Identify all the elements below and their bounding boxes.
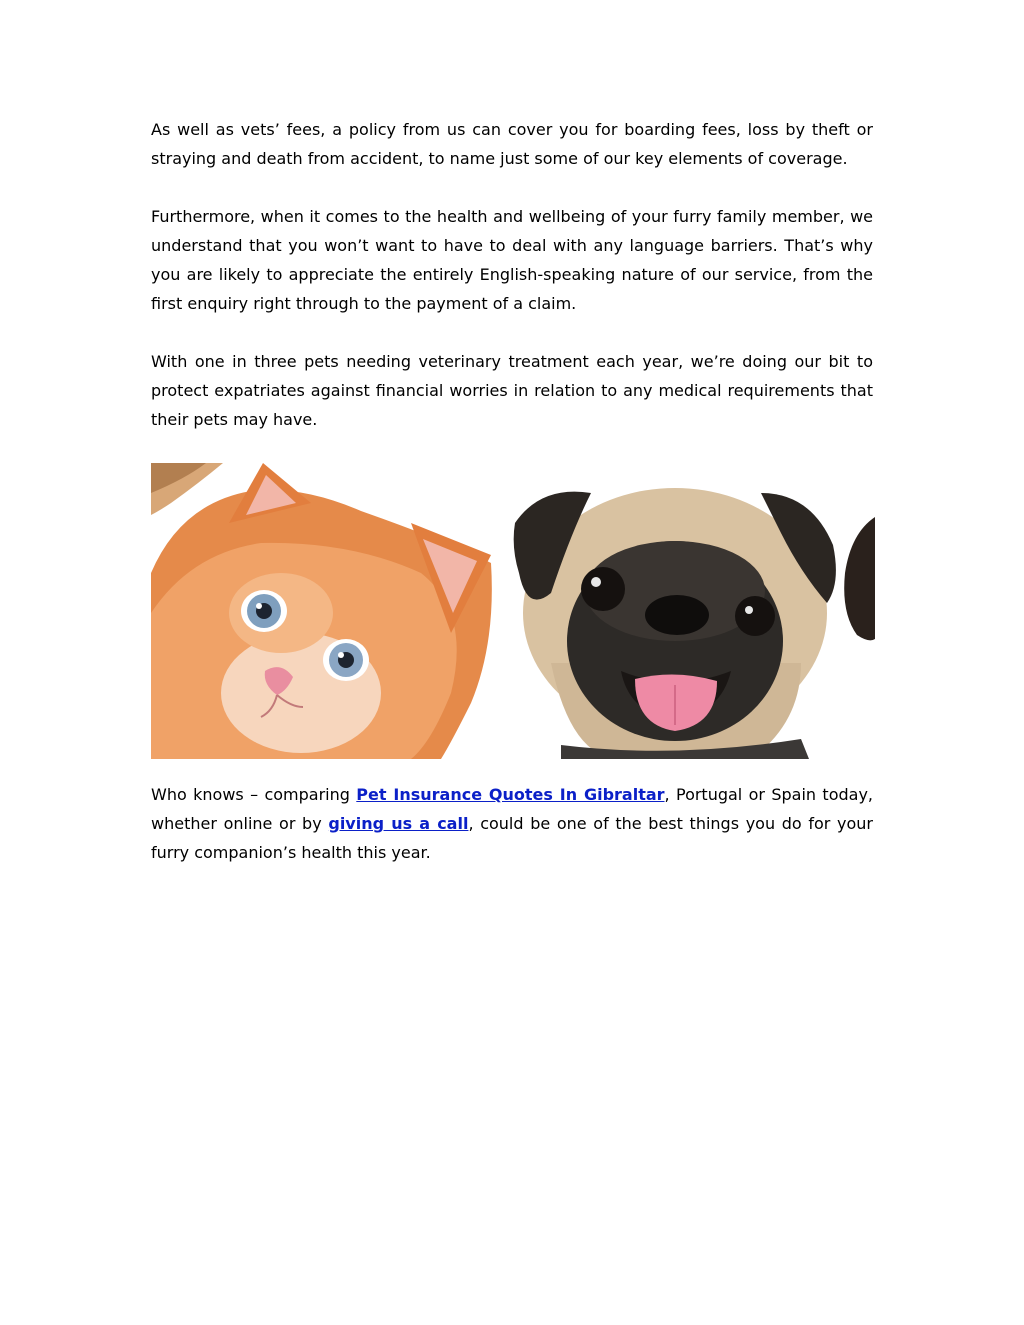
paragraph-coverage: As well as vets’ fees, a policy from us can cover you for boarding fees, loss by theft or straying and death from accident, to name just some of our key elements of coverage. xyxy=(151,120,873,168)
pet-insurance-quotes-link[interactable]: Pet Insurance Quotes In Gibraltar xyxy=(356,785,665,804)
pets-photo xyxy=(151,463,875,759)
paragraph-language: Furthermore, when it comes to the health and wellbeing of your furry family member, we understand that you won’t want to have to deal with any language barriers. That’s why you are likely to appreciate the entirely English-speaking nature of our service, from the first enquiry right through to the payment of a claim. xyxy=(151,207,873,313)
paragraph-closing xyxy=(151,780,873,867)
document-body xyxy=(151,115,873,896)
closing-text-2: , Portugal or Spain today, whether online or by xyxy=(151,785,873,833)
closing-text-3: , could be one of the best things you do for your furry companion’s health this year. xyxy=(151,814,874,862)
giving-us-a-call-link[interactable]: giving us a call xyxy=(328,814,469,833)
closing-text-1: Who knows – comparing xyxy=(151,785,357,804)
paragraph-treatment: With one in three pets needing veterinary treatment each year, we’re doing our bit to protect expatriates against financial worries in relation to any medical requirements that their pets may have. xyxy=(151,352,873,429)
